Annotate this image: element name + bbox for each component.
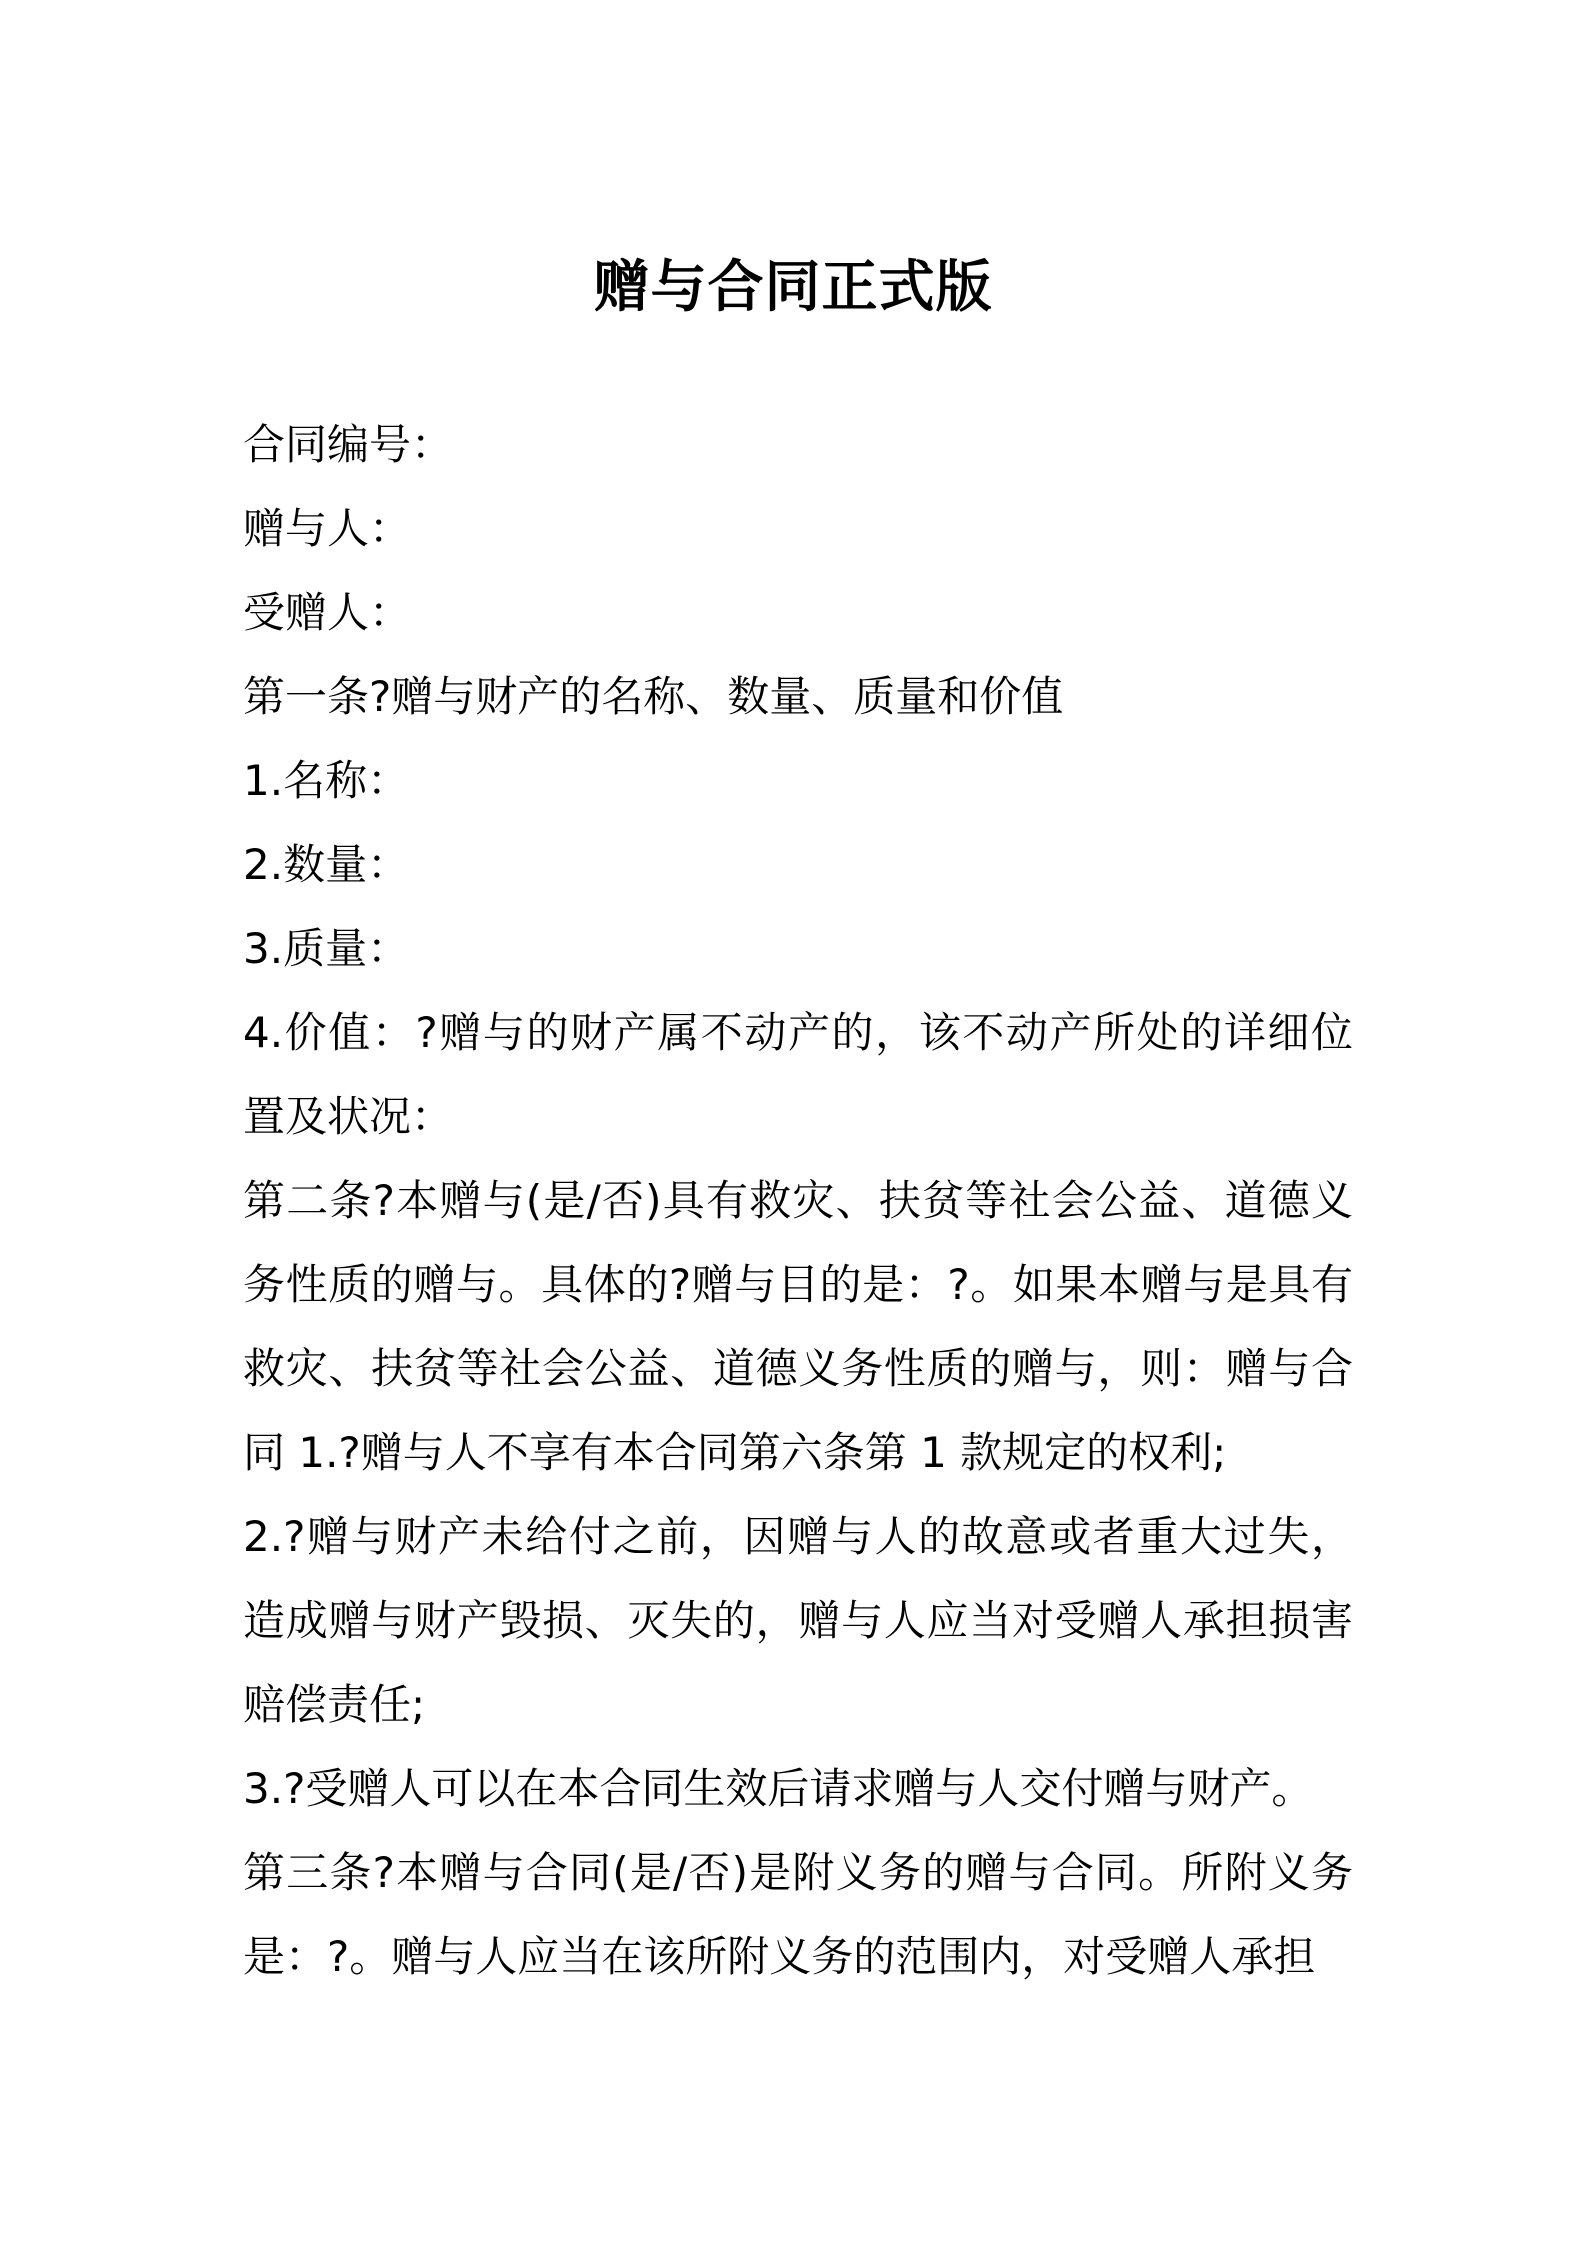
- clause-3-paragraph: 3.?受赠人可以在本合同生效后请求赠与人交付赠与财产。: [243, 1764, 1314, 1813]
- article-2-paragraph: 第二条?本赠与(是/否)具有救灾、扶贫等社会公益、道德义务性质的赠与。具体的?赠与目的是：?。如果本赠与是具有救灾、扶贫等社会公益、道德义务性质的赠与，则：赠与合同 1.?赠与人不享有本合同第六条第 1 款规定的权利;: [243, 1176, 1353, 1477]
- clause-2-paragraph: 2.?赠与财产未给付之前，因赠与人的故意或者重大过失，造成赠与财产毁损、灭失的，赠与人应当对受赠人承担损害赔偿责任;: [243, 1512, 1353, 1729]
- item-name-line: 1.名称：: [243, 756, 410, 805]
- donee-line: 受赠人：: [243, 588, 412, 637]
- item-value-paragraph: 4.价值：?赠与的财产属不动产的，该不动产所处的详细位置及状况：: [243, 1008, 1353, 1141]
- contract-number-line: 合同编号：: [243, 420, 454, 469]
- article-1-heading: 第一条?赠与财产的名称、数量、质量和价值: [243, 672, 1064, 721]
- item-quantity-line: 2.数量：: [243, 840, 410, 889]
- item-quality-line: 3.质量：: [243, 924, 410, 973]
- article-3-paragraph: 第三条?本赠与合同(是/否)是附义务的赠与合同。所附义务是：?。赠与人应当在该所附义务的范围内，对受赠人承担: [243, 1848, 1353, 1981]
- document-body: [243, 403, 1353, 1999]
- document-title: 赠与合同正式版: [593, 255, 993, 320]
- donor-line: 赠与人：: [243, 504, 412, 553]
